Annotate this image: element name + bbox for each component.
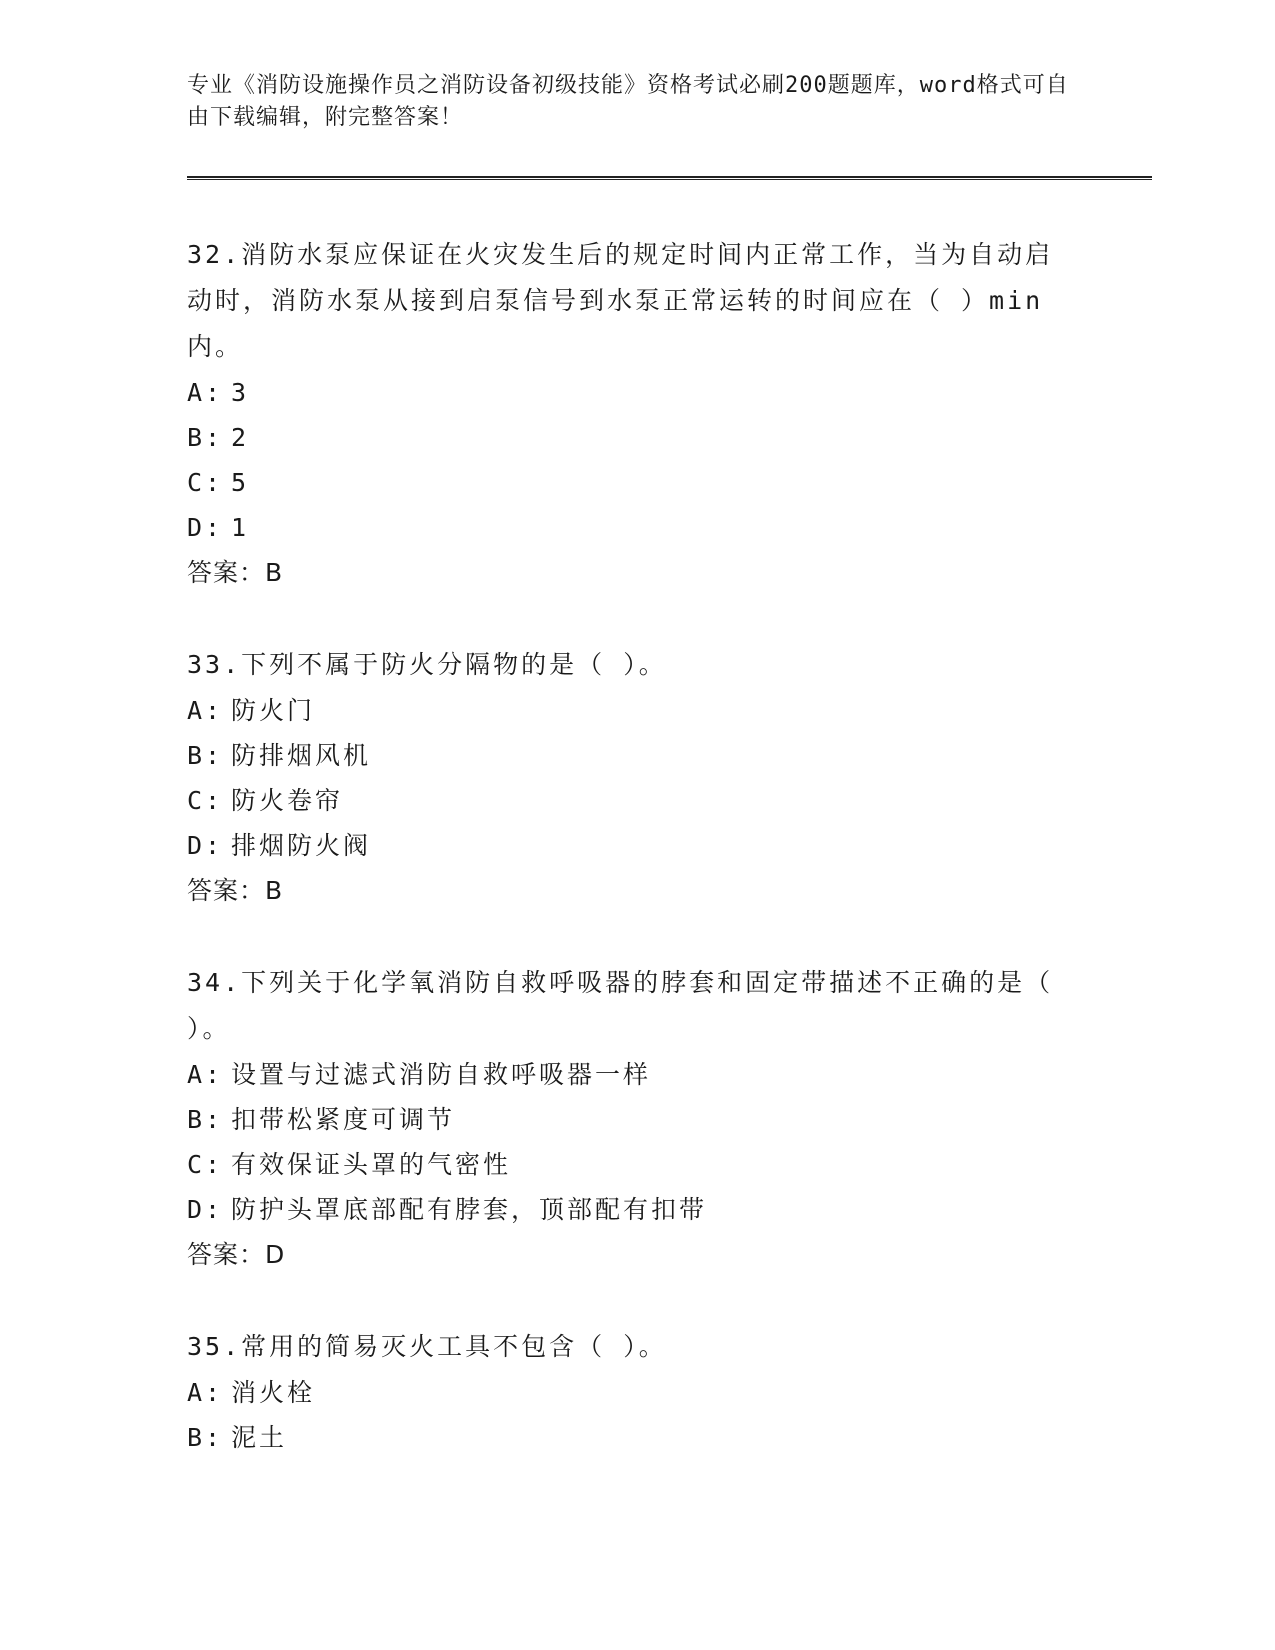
option-text: 1 [231, 513, 250, 542]
option-text: 消火栓 [231, 1378, 316, 1407]
option-key: B: [187, 1105, 224, 1134]
question-stem: 32.消防水泵应保证在火灾发生后的规定时间内正常工作，当为自动启动时，消防水泵从接到启泵信号到水泵正常运转的时间应在（ ）min内。 [187, 240, 1054, 361]
option-a [187, 370, 1077, 415]
option-c [187, 460, 1077, 505]
option-key: C: [187, 468, 224, 497]
option-text: 防排烟风机 [231, 741, 372, 770]
question-32 [187, 232, 1077, 596]
document-header: 专业《消防设施操作员之消防设备初级技能》资格考试必刷200题题库，word格式可自由下载编辑，附完整答案！ [187, 73, 1069, 130]
option-d [187, 823, 1077, 868]
question-stem: 34.下列关于化学氧消防自救呼吸器的脖套和固定带描述不正确的是（ ）。 [187, 968, 1054, 1043]
option-key: D: [187, 1195, 224, 1224]
option-text: 设置与过滤式消防自救呼吸器一样 [231, 1060, 652, 1089]
answer: 答案：D [187, 1240, 286, 1269]
option-d [187, 1187, 1077, 1232]
option-text: 防火门 [231, 696, 316, 725]
option-text: 排烟防火阀 [231, 831, 372, 860]
option-key: C: [187, 786, 224, 815]
option-key: B: [187, 741, 224, 770]
question-list [187, 232, 1077, 1506]
option-key: A: [187, 1378, 224, 1407]
option-text: 防护头罩底部配有脖套，顶部配有扣带 [231, 1195, 708, 1224]
option-text: 扣带松紧度可调节 [231, 1105, 456, 1134]
option-key: A: [187, 696, 224, 725]
option-text: 泥土 [231, 1423, 288, 1452]
option-b [187, 733, 1077, 778]
option-b [187, 1415, 1077, 1460]
option-key: C: [187, 1150, 224, 1179]
option-key: B: [187, 423, 224, 452]
option-b [187, 415, 1077, 460]
option-text: 有效保证头罩的气密性 [231, 1150, 512, 1179]
option-b [187, 1097, 1077, 1142]
option-c [187, 1142, 1077, 1187]
option-c [187, 778, 1077, 823]
question-35 [187, 1324, 1077, 1460]
option-text: 2 [231, 423, 250, 452]
option-key: D: [187, 831, 224, 860]
answer: 答案：B [187, 876, 284, 905]
answer: 答案：B [187, 558, 284, 587]
option-d [187, 505, 1077, 550]
option-text: 防火卷帘 [231, 786, 344, 815]
question-34 [187, 960, 1077, 1278]
option-key: A: [187, 1060, 224, 1089]
question-stem: 33.下列不属于防火分隔物的是（ ）。 [187, 650, 667, 679]
option-a [187, 688, 1077, 733]
option-text: 3 [231, 378, 250, 407]
question-33 [187, 642, 1077, 914]
header-divider [187, 176, 1152, 180]
option-text: 5 [231, 468, 250, 497]
option-key: D: [187, 513, 224, 542]
option-key: A: [187, 378, 224, 407]
option-a [187, 1052, 1077, 1097]
option-key: B: [187, 1423, 224, 1452]
option-a [187, 1370, 1077, 1415]
question-stem: 35.常用的简易灭火工具不包含（ ）。 [187, 1332, 667, 1361]
